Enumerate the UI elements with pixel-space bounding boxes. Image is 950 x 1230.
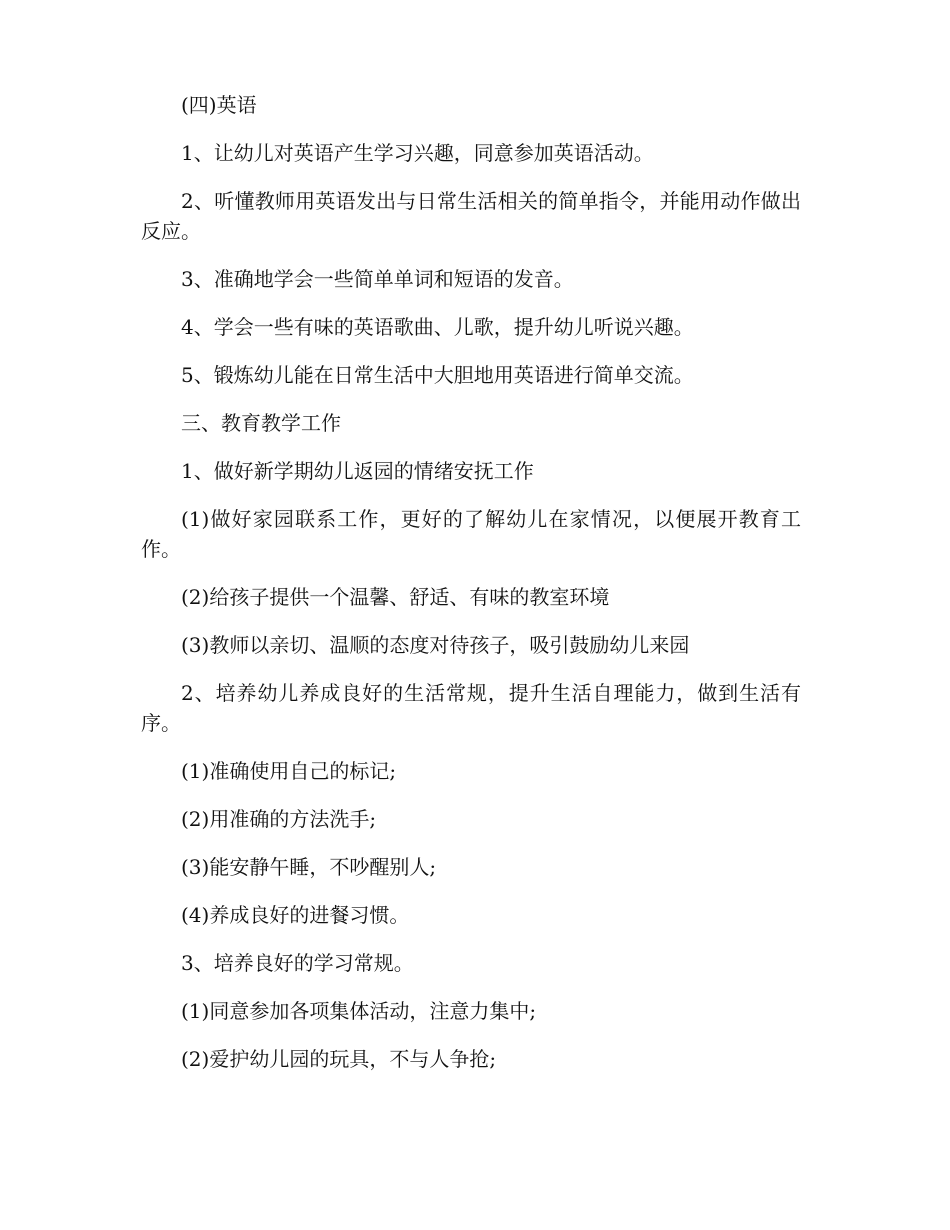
paragraph: 4、学会一些有味的英语歌曲、儿歌，提升幼儿听说兴趣。 [181,315,694,339]
paragraph: (2)给孩子提供一个温馨、舒适、有味的教室环境 [181,585,610,609]
paragraph: (1)准确使用自己的标记; [181,759,397,783]
document-body [141,90,801,1092]
paragraph: (2)用准确的方法洗手; [181,807,377,831]
paragraph: 3、培养良好的学习常规。 [181,951,414,975]
section-heading-english: (四)英语 [181,93,257,117]
paragraph: (4)养成良好的进餐习惯。 [181,903,410,927]
paragraph: 1、做好新学期幼儿返园的情绪安抚工作 [181,459,534,483]
paragraph: (2)爱护幼儿园的玩具，不与人争抢; [181,1047,497,1071]
section-heading-teaching: 三、教育教学工作 [181,411,341,435]
paragraph: (1)同意参加各项集体活动，注意力集中; [181,999,537,1023]
paragraph: 5、锻炼幼儿能在日常生活中大胆地用英语进行简单交流。 [181,363,694,387]
paragraph: (3)能安静午睡，不吵醒别人; [181,855,437,879]
paragraph: 2、听懂教师用英语发出与日常生活相关的简单指令，并能用动作做出反应。 [141,189,801,243]
paragraph: 2、培养幼儿养成良好的生活常规，提升生活自理能力，做到生活有序。 [141,681,801,735]
paragraph: 1、让幼儿对英语产生学习兴趣，同意参加英语活动。 [181,141,654,165]
paragraph: (1)做好家园联系工作，更好的了解幼儿在家情况，以便展开教育工作。 [141,507,801,561]
paragraph: 3、准确地学会一些简单单词和短语的发音。 [181,267,574,291]
paragraph: (3)教师以亲切、温顺的态度对待孩子，吸引鼓励幼儿来园 [181,633,690,657]
